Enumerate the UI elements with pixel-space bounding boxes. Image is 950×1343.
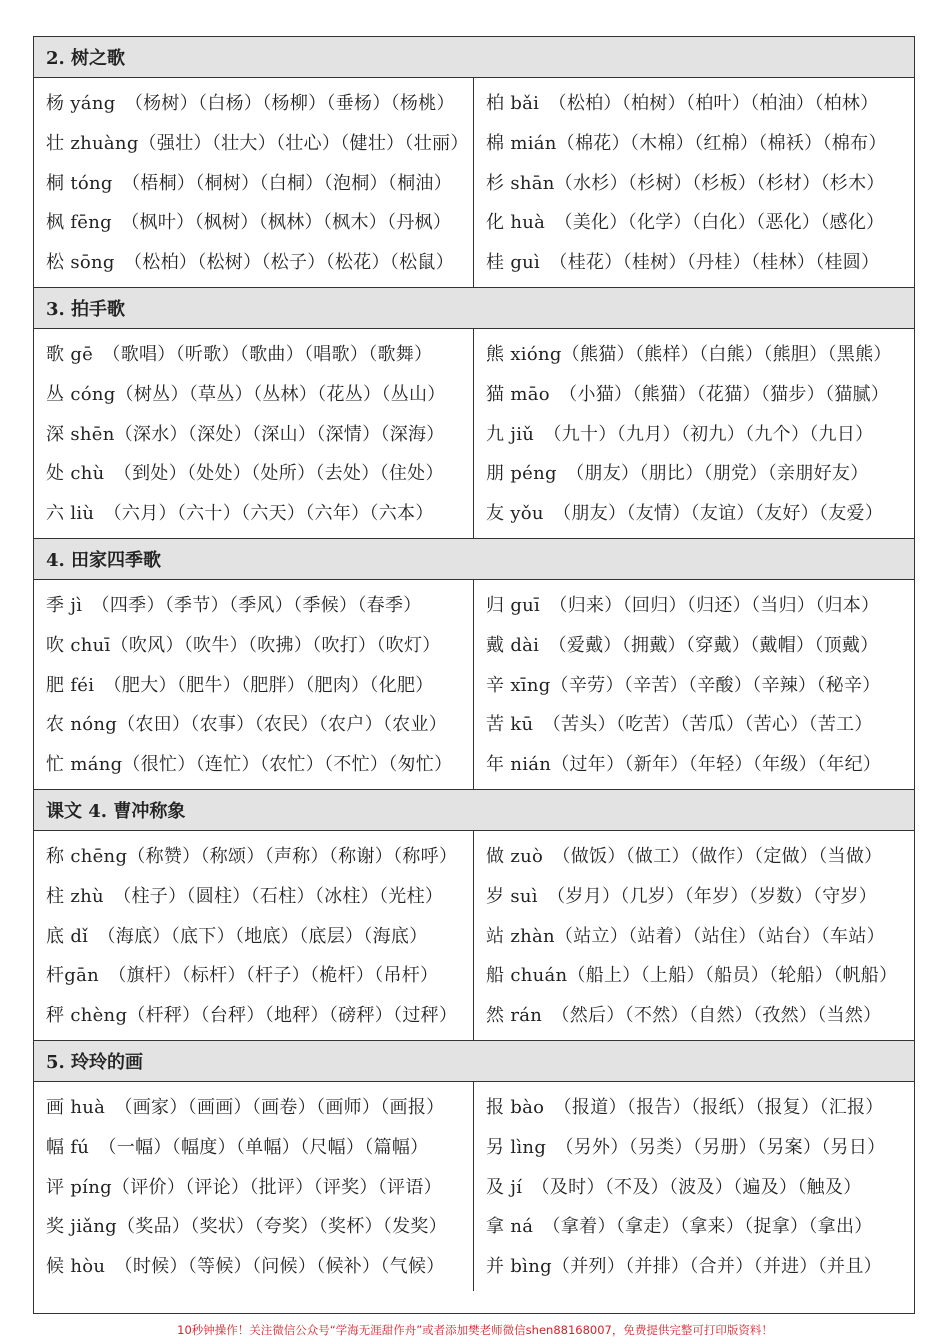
left-column	[34, 329, 474, 538]
word-row: 柱 zhù （柱子）（圆柱）（石柱）（冰柱）（光柱）	[46, 885, 444, 907]
word-row: 船 chuán（船上）（上船）（船员）（轮船）（帆船）	[486, 965, 898, 987]
word-row: 画 huà （画家）（画画）（画卷）（画师）（画报）	[46, 1096, 445, 1118]
word-row: 杨 yáng （杨树）（白杨）（杨柳）（垂杨）（杨桃）	[46, 93, 455, 114]
word-row: 归 guī （归来）（回归）（归还）（当归）（归本）	[486, 594, 880, 616]
word-row: 杆gān （旗杆）（标杆）（杆子）（桅杆）（吊杆）	[46, 965, 439, 987]
word-row: 丛 cóng（树丛）（草丛）（丛林）（花丛）（丛山）	[46, 383, 446, 405]
word-row: 朋 péng （朋友）（朋比）（朋党）（亲朋好友）	[486, 463, 869, 485]
word-row: 年 nián（过年）（新年）（年轻）（年级）（年纪）	[486, 754, 882, 776]
section-title: 课文 4. 曹冲称象	[46, 800, 186, 822]
section-body-pai-shou-ge	[34, 329, 914, 539]
right-column	[474, 1082, 914, 1291]
word-row: 六 liù （六月）（六十）（六天）（六年）（六本）	[46, 503, 434, 525]
word-row: 季 jì （四季）（季节）（季风）（季候）（春季）	[46, 594, 422, 616]
word-row: 另 lìng （另外）（另类）（另册）（另案）（另日）	[486, 1136, 886, 1158]
word-row: 候 hòu （时候）（等候）（问候）（候补）（气候）	[46, 1256, 445, 1278]
section-title: 5. 玲玲的画	[46, 1051, 144, 1073]
word-row: 站 zhàn（站立）（站着）（站住）（站台）（车站）	[486, 925, 885, 947]
word-row: 然 rán （然后）（不然）（自然）（孜然）（当然）	[486, 1005, 882, 1027]
word-row: 底 dǐ （海底）（底下）（地底）（底层）（海底）	[46, 925, 428, 947]
word-row: 桂 guì （桂花）（桂树）（丹桂）（桂林）（桂圆）	[486, 252, 880, 274]
word-row: 猫 māo （小猫）（熊猫）（花猫）（猫步）（猫腻）	[486, 383, 890, 405]
word-row: 幅 fú （一幅）（幅度）（单幅）（尺幅）（篇幅）	[46, 1136, 429, 1158]
section-body-shu-zhi-ge	[34, 78, 914, 288]
word-row: 化 huà （美化）（化学）（白化）（恶化）（感化）	[486, 212, 885, 234]
section-body-ling-ling-de-hua	[34, 1082, 914, 1291]
word-row: 评 píng（评价）（评论）（批评）（评奖）（评语）	[46, 1176, 442, 1198]
word-table	[33, 36, 915, 1314]
word-row: 戴 dài （爱戴）（拥戴）（穿戴）（戴帽）（顶戴）	[486, 634, 879, 656]
word-row: 秤 chèng（杆秤）（台秤）（地秤）（磅秤）（过秤）	[46, 1005, 458, 1027]
right-column	[474, 831, 914, 1040]
section-body-tian-jia-si-ji-ge	[34, 580, 914, 790]
word-row: 友 yǒu （朋友）（友情）（友谊）（友好）（友爱）	[486, 503, 884, 525]
word-row: 壮 zhuàng（强壮）（壮大）（壮心）（健壮）（壮丽）	[46, 132, 469, 154]
word-row: 并 bìng（并列）（并排）（合并）（并进）（并且）	[486, 1256, 882, 1278]
word-row: 奖 jiǎng（奖品）（奖状）（夸奖）（奖杯）（发奖）	[46, 1216, 448, 1238]
section-header-pai-shou-ge	[34, 288, 914, 329]
word-row: 熊 xióng（熊猫）（熊样）（白熊）（熊胆）（黑熊）	[486, 343, 892, 365]
word-row: 柏 bǎi （松柏）（柏树）（柏叶）（柏油）（柏林）	[486, 93, 879, 114]
section-header-cao-chong-cheng-xiang	[34, 790, 914, 831]
footer-promo-text: 10秒钟操作！关注微信公众号“学海无涯甜作舟”或者添加樊老师微信shen88168007，免费提供完整可打印版资料！	[177, 1323, 773, 1337]
right-column	[474, 329, 914, 538]
word-row: 做 zuò （做饭）（做工）（做作）（定做）（当做）	[486, 845, 883, 867]
word-row: 称 chēng（称赞）（称颂）（声称）（称谢）（称呼）	[46, 845, 458, 867]
word-row: 报 bào （报道）（报告）（报纸）（报复）（汇报）	[486, 1096, 884, 1118]
section-title: 2. 树之歌	[46, 48, 126, 69]
left-column	[34, 831, 474, 1040]
section-body-cao-chong-cheng-xiang	[34, 831, 914, 1041]
right-column	[474, 580, 914, 789]
word-row: 苦 kū （苦头）（吃苦）（苦瓜）（苦心）（苦工）	[486, 714, 873, 736]
word-row: 岁 suì （岁月）（几岁）（年岁）（岁数）（守岁）	[486, 885, 878, 907]
word-row: 及 jí （及时）（不及）（波及）（遍及）（触及）	[486, 1176, 862, 1198]
word-row: 桐 tóng （梧桐）（桐树）（白桐）（泡桐）（桐油）	[46, 172, 453, 194]
right-column	[474, 78, 914, 287]
word-row: 杉 shān（水杉）（杉树）（杉板）（杉材）（杉木）	[486, 172, 885, 194]
word-row: 松 sōng （松柏）（松树）（松子）（松花）（松鼠）	[46, 252, 455, 274]
word-row: 歌 gē （歌唱）（听歌）（歌曲）（唱歌）（歌舞）	[46, 343, 433, 365]
section-header-shu-zhi-ge	[34, 37, 914, 78]
word-row: 棉 mián（棉花）（木棉）（红棉）（棉袄）（棉布）	[486, 132, 887, 154]
left-column	[34, 580, 474, 789]
word-row: 拿 ná （拿着）（拿走）（拿来）（捉拿）（拿出）	[486, 1216, 873, 1238]
word-row: 肥 féi （肥大）（肥牛）（肥胖）（肥肉）（化肥）	[46, 674, 434, 696]
word-row: 深 shēn（深水）（深处）（深山）（深情）（深海）	[46, 423, 445, 445]
word-row: 辛 xīng（辛劳）（辛苦）（辛酸）（辛辣）（秘辛）	[486, 674, 881, 696]
section-title: 4. 田家四季歌	[46, 549, 162, 571]
word-row: 吹 chuī（吹风）（吹牛）（吹拂）（吹打）（吹灯）	[46, 634, 441, 656]
word-row: 农 nóng（农田）（农事）（农民）（农户）（农业）	[46, 714, 448, 736]
word-row: 枫 fēng （枫叶）（枫树）（枫林）（枫木）（丹枫）	[46, 212, 452, 234]
left-column	[34, 78, 474, 287]
section-title: 3. 拍手歌	[46, 298, 126, 320]
word-row: 忙 máng（很忙）（连忙）（农忙）（不忙）（匆忙）	[46, 754, 453, 776]
section-header-ling-ling-de-hua	[34, 1041, 914, 1082]
word-row: 九 jiǔ （九十）（九月）（初九）（九个）（九日）	[486, 423, 874, 445]
left-column	[34, 1082, 474, 1291]
section-header-tian-jia-si-ji-ge	[34, 539, 914, 580]
word-row: 处 chù （到处）（处处）（处所）（去处）（住处）	[46, 463, 444, 485]
